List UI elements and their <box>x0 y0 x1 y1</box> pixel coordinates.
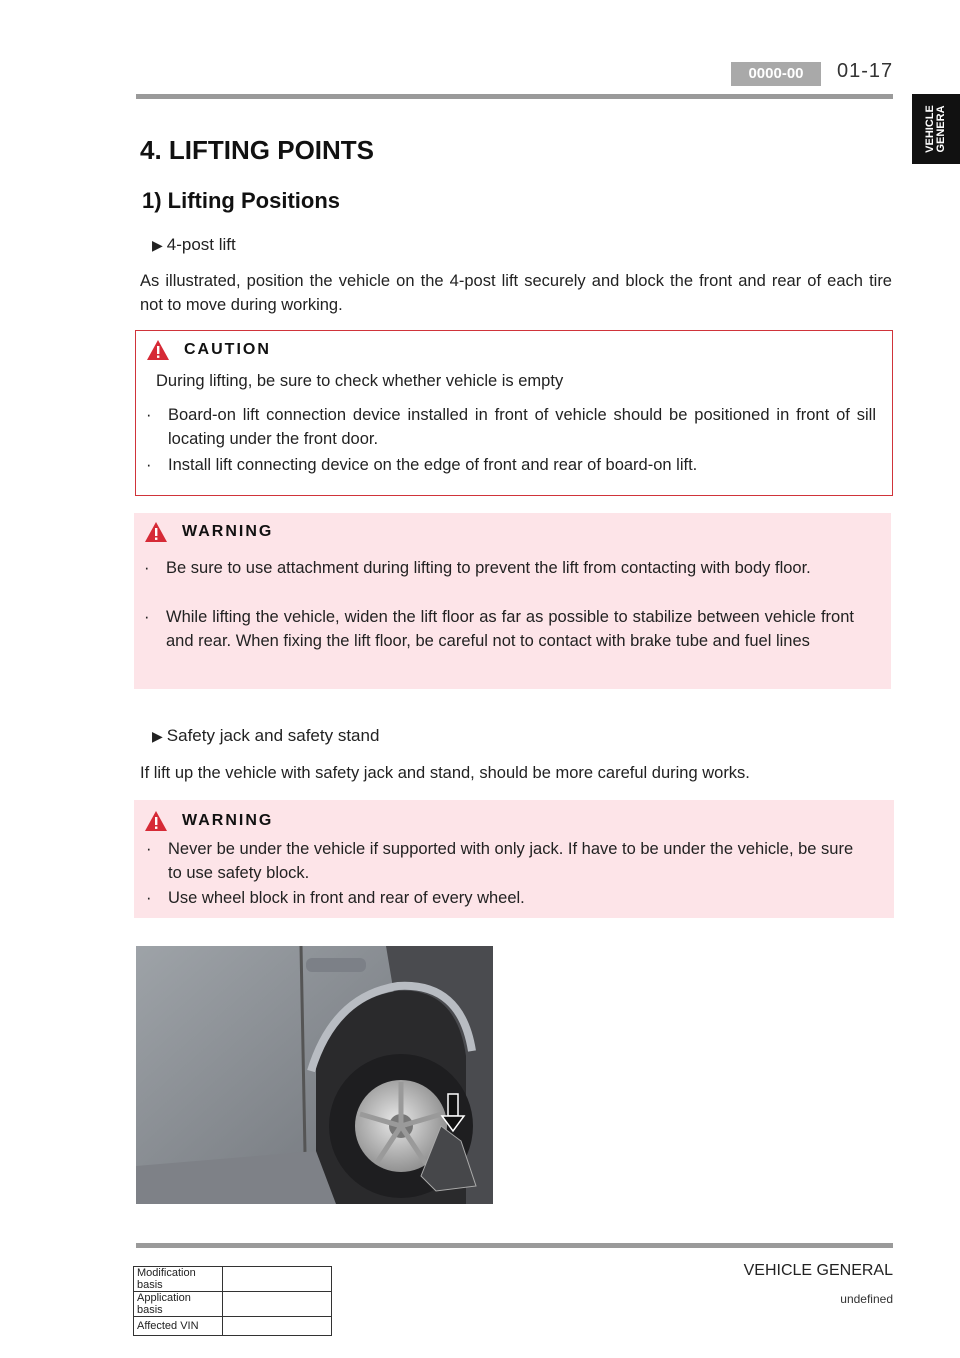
bullet: · <box>146 456 152 474</box>
side-tab-label: VEHICLE GENERA <box>924 105 947 153</box>
modification-table <box>133 1266 332 1336</box>
warning-item-text: Use wheel block in front and rear of every wheel. <box>168 889 525 907</box>
warning-label: WARNING <box>182 523 274 540</box>
warning-box <box>134 800 894 918</box>
warning-item <box>146 837 866 885</box>
table-value <box>223 1292 332 1317</box>
page-title: 4. LIFTING POINTS <box>140 135 375 165</box>
table-row <box>134 1292 332 1317</box>
footer-divider <box>136 1243 893 1248</box>
table-label: Affected VIN <box>134 1317 223 1336</box>
side-chapter-tab <box>912 94 960 164</box>
warning-box <box>134 513 891 689</box>
warning-item <box>144 556 854 580</box>
bullet: · <box>146 889 152 907</box>
warning-triangle-icon <box>144 521 168 543</box>
bullet: · <box>144 608 150 626</box>
warning-item <box>144 605 854 653</box>
page-number: 01-17 <box>837 60 894 82</box>
arrow-icon: ▶ <box>152 728 163 744</box>
table-label: Modification basis <box>134 1267 223 1292</box>
warning-item-text: Never be under the vehicle if supported with only jack. If have to be under the vehicle, be sure to use safety block. <box>168 840 854 882</box>
caution-item-text: Install lift connecting device on the edge of front and rear of board-on lift. <box>168 456 698 474</box>
warning-item-text: While lifting the vehicle, widen the lift floor as far as possible to stabilize between vehicle front and rear. When fixing the lift floor, be careful not to contact with brake tube and fuel lines <box>166 608 854 650</box>
section-heading-safety-jack <box>152 726 379 746</box>
lifting-point-photo <box>136 946 493 1204</box>
section-heading-text: 4-post lift <box>166 235 236 254</box>
section-subtitle: 1) Lifting Positions <box>142 188 340 213</box>
table-value <box>223 1267 332 1292</box>
vehicle-wheel-illustration <box>136 946 493 1204</box>
table-row <box>134 1317 332 1336</box>
caution-box <box>135 330 893 496</box>
warning-title <box>144 521 273 543</box>
caution-title <box>146 339 271 361</box>
section-heading-text: Safety jack and safety stand <box>166 726 380 745</box>
caution-label: CAUTION <box>184 341 271 358</box>
footer-title: VEHICLE GENERAL <box>743 1262 893 1279</box>
section-paragraph: As illustrated, position the vehicle on the 4-post lift securely and block the front and rear of each tire not to move during working. <box>140 272 892 314</box>
header-divider <box>136 94 893 99</box>
warning-label: WARNING <box>182 812 274 829</box>
caution-item <box>146 453 876 477</box>
bullet: · <box>144 559 150 577</box>
table-label: Application basis <box>134 1292 223 1317</box>
footer-subtitle: undefined <box>840 1292 893 1306</box>
warning-triangle-icon <box>144 810 168 832</box>
arrow-icon: ▶ <box>152 237 163 253</box>
section-paragraph: If lift up the vehicle with safety jack and stand, should be more careful during works. <box>140 764 750 782</box>
caution-item <box>146 403 876 451</box>
table-row <box>134 1267 332 1292</box>
section-code-badge: 0000-00 <box>731 62 821 86</box>
section-heading-4-post-lift <box>152 235 236 255</box>
warning-triangle-icon <box>146 339 170 361</box>
warning-item-text: Be sure to use attachment during lifting to prevent the lift from contacting with body floor. <box>166 559 811 577</box>
caution-lead: During lifting, be sure to check whether vehicle is empty <box>156 372 564 390</box>
table-value <box>223 1317 332 1336</box>
bullet: · <box>146 840 152 858</box>
warning-title <box>144 810 273 832</box>
bullet: · <box>146 406 152 424</box>
warning-item <box>146 886 866 910</box>
caution-item-text: Board-on lift connection device installed in front of vehicle should be positioned in front of sill locating under the front door. <box>168 406 876 448</box>
